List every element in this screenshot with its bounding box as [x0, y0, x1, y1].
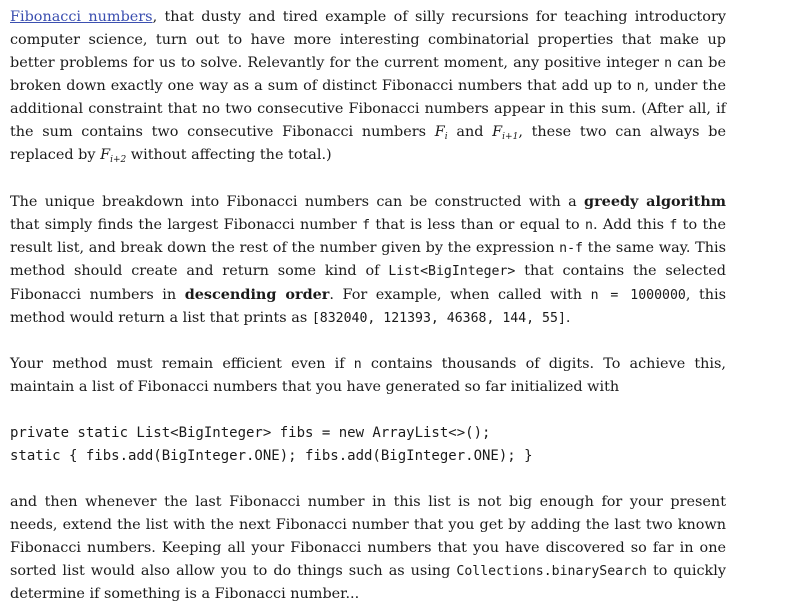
- code-example-n: n = 1000000: [590, 288, 686, 303]
- code-f: f: [669, 218, 678, 233]
- code-line-1: private static List<BigInteger> fibs = new ArrayList<>();: [10, 425, 491, 441]
- code-n: n: [636, 79, 645, 94]
- code-binary-search: Collections.binarySearch: [456, 564, 647, 579]
- spacer: [10, 399, 726, 422]
- paragraph-greedy: The unique breakdown into Fibonacci numbers can be constructed with a greedy algorithm that simply finds the largest Fibonacci number f that is less than or equal to n. Add this f to the result list, and break down the rest of the number given by the expression n-f the same way. This method should create and return some kind of List<BigInteger> that contains the selected Fibonacci numbers in descending order. For example, when called with n = 1000000, this method would return a list that prints as [832040, 121393, 46368, 144, 55].: [10, 193, 727, 326]
- code-list-type: List<BigInteger>: [388, 264, 516, 279]
- code-n: n: [585, 218, 593, 233]
- code-line-2: static { fibs.add(BigInteger.ONE); fibs.add(BigInteger.ONE); }: [10, 448, 533, 464]
- spacer: [10, 167, 726, 190]
- code-f: f: [362, 218, 371, 233]
- spacer: [10, 468, 726, 491]
- fibonacci-numbers-link[interactable]: Fibonacci numbers: [10, 9, 153, 25]
- document: [10, 6, 726, 606]
- code-n: n: [353, 357, 362, 372]
- spacer: [10, 330, 726, 353]
- math-f-i-plus-2: $F_{i+2}$: [100, 147, 127, 165]
- bold-descending-order: descending order: [184, 286, 330, 303]
- paragraph-extend: and then whenever the last Fibonacci number in this list is not big enough for your present needs, extend the list with the next Fibonacci number that you get by adding the last two known Fibonacci numbers. Keeping all your Fibonacci numbers that you have discovered so far in one sorted list would also allow you to do things such as using Collections.binarySearch to quickly determine if something is a Fibonacci number...: [10, 494, 726, 602]
- code-example-result: [832040, 121393, 46368, 144, 55]: [311, 311, 566, 326]
- paragraph-intro: Fibonacci numbers, that dusty and tired example of silly recursions for teaching introductory computer science, turn out to have more interesting combinatorial properties that make up better problems for us to solve. Relevantly for the current moment, any positive integer n can be broken down exactly one way as a sum of distinct Fibonacci numbers that add up to n, under the additional constraint that no two consecutive Fibonacci numbers appear in this sum. (After all, if the sum contains two consecutive Fibonacci numbers $F_i$ and $F_{i+1}$, these two can always be replaced by $F_{i+2}$ without affecting the total.): [10, 9, 726, 165]
- math-f-i: $F_i$: [434, 124, 448, 142]
- code-block: [10, 422, 726, 468]
- paragraph-efficiency: Your method must remain efficient even if n contains thousands of digits. To achieve this, maintain a list of Fibonacci numbers that you have generated so far initialized with: [10, 356, 726, 395]
- bold-greedy-algorithm: greedy algorithm: [584, 193, 727, 210]
- code-n-minus-f: n-f: [559, 241, 583, 256]
- code-n: n: [664, 56, 673, 71]
- math-f-i-plus-1: $F_{i+1}$: [492, 124, 519, 142]
